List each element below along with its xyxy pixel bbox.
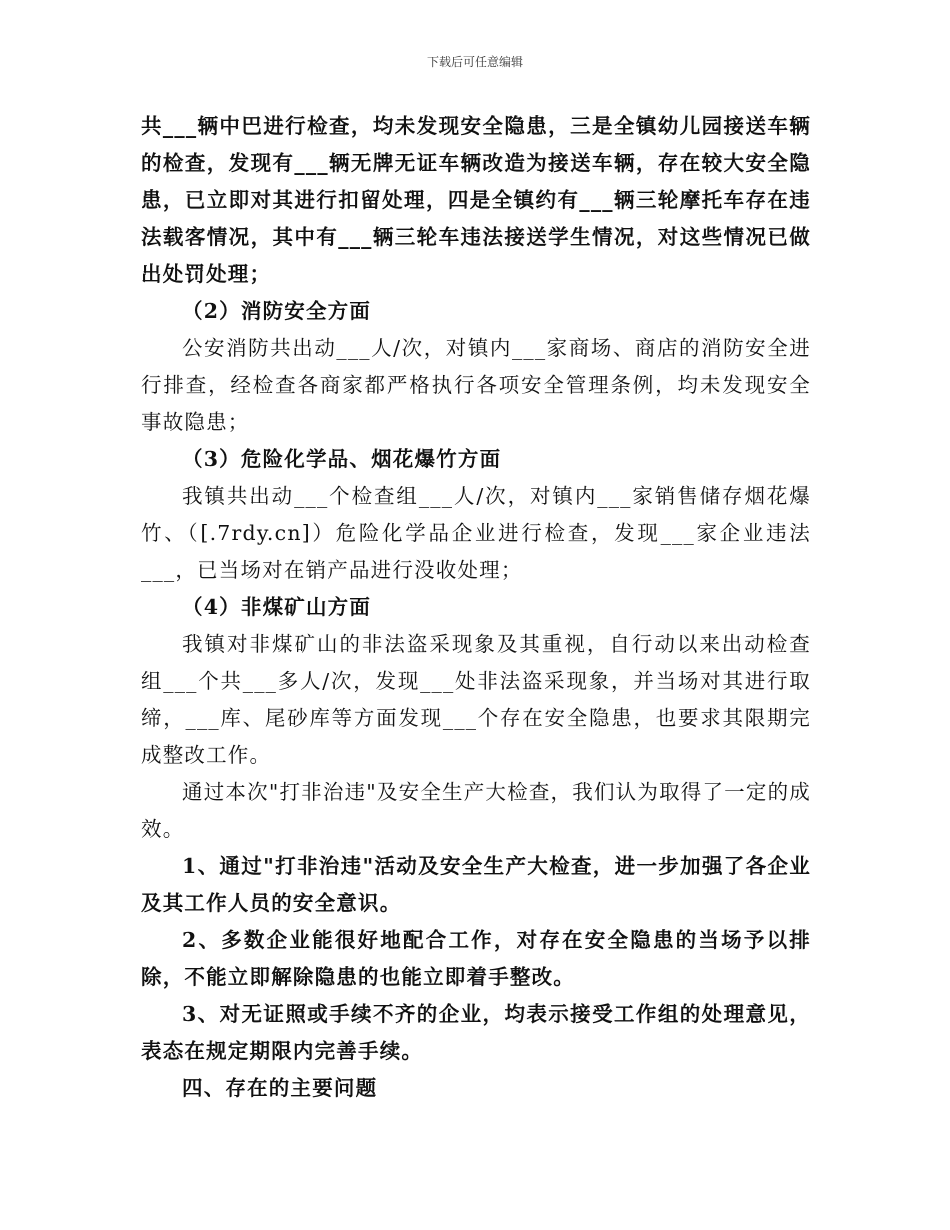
heading-fire-safety: （2）消防安全方面: [182, 299, 372, 323]
heading-hazardous-chemicals: （3）危险化学品、烟花爆竹方面: [182, 447, 502, 471]
paragraph-fire-safety: 公安消防共出动___人/次，对镇内___家商场、商店的消防安全进行排查，经检查各商家都严格执行各项安全管理条例，均未发现安全事故隐患；: [141, 336, 811, 434]
result-item-2: 2、多数企业能很好地配合工作，对存在安全隐患的当场予以排除，不能立即解除隐患的也能立即着手整改。: [141, 928, 811, 989]
heading-non-coal-mines: （4）非煤矿山方面: [182, 595, 372, 619]
section-heading-main-problems: 四、存在的主要问题: [182, 1076, 378, 1100]
paragraph-vehicle-inspection: 共___辆中巴进行检查，均未发现安全隐患，三是全镇幼儿园接送车辆的检查，发现有___辆无牌无证车辆改造为接送车辆，存在较大安全隐患，已立即对其进行扣留处理，四是全镇约有___辆三轮摩托车存在违法载客情况，其中有___辆三轮车违法接送学生情况，对这些情况已做出处罚处理；: [141, 114, 811, 286]
paragraph-results-intro: 通过本次"打非治违"及安全生产大检查，我们认为取得了一定的成效。: [141, 780, 811, 841]
page-header: 下载后可任意编辑: [426, 55, 523, 69]
result-item-3: 3、对无证照或手续不齐的企业，均表示接受工作组的处理意见，表态在规定期限内完善手续。: [141, 1002, 811, 1063]
document-body: [141, 108, 811, 1107]
result-item-1: 1、通过"打非治违"活动及安全生产大检查，进一步加强了各企业及其工作人员的安全意识。: [141, 854, 811, 915]
paragraph-hazardous-chemicals: 我镇共出动___个检查组___人/次，对镇内___家销售储存烟花爆竹、（[.7rdy.cn]）危险化学品企业进行检查，发现___家企业违法___，已当场对在销产品进行没收处理；: [141, 484, 811, 582]
paragraph-non-coal-mines: 我镇对非煤矿山的非法盗采现象及其重视，自行动以来出动检查组___个共___多人/次，发现___处非法盗采现象，并当场对其进行取缔，___库、尾砂库等方面发现___个存在安全隐患，也要求其限期完成整改工作。: [141, 632, 811, 767]
